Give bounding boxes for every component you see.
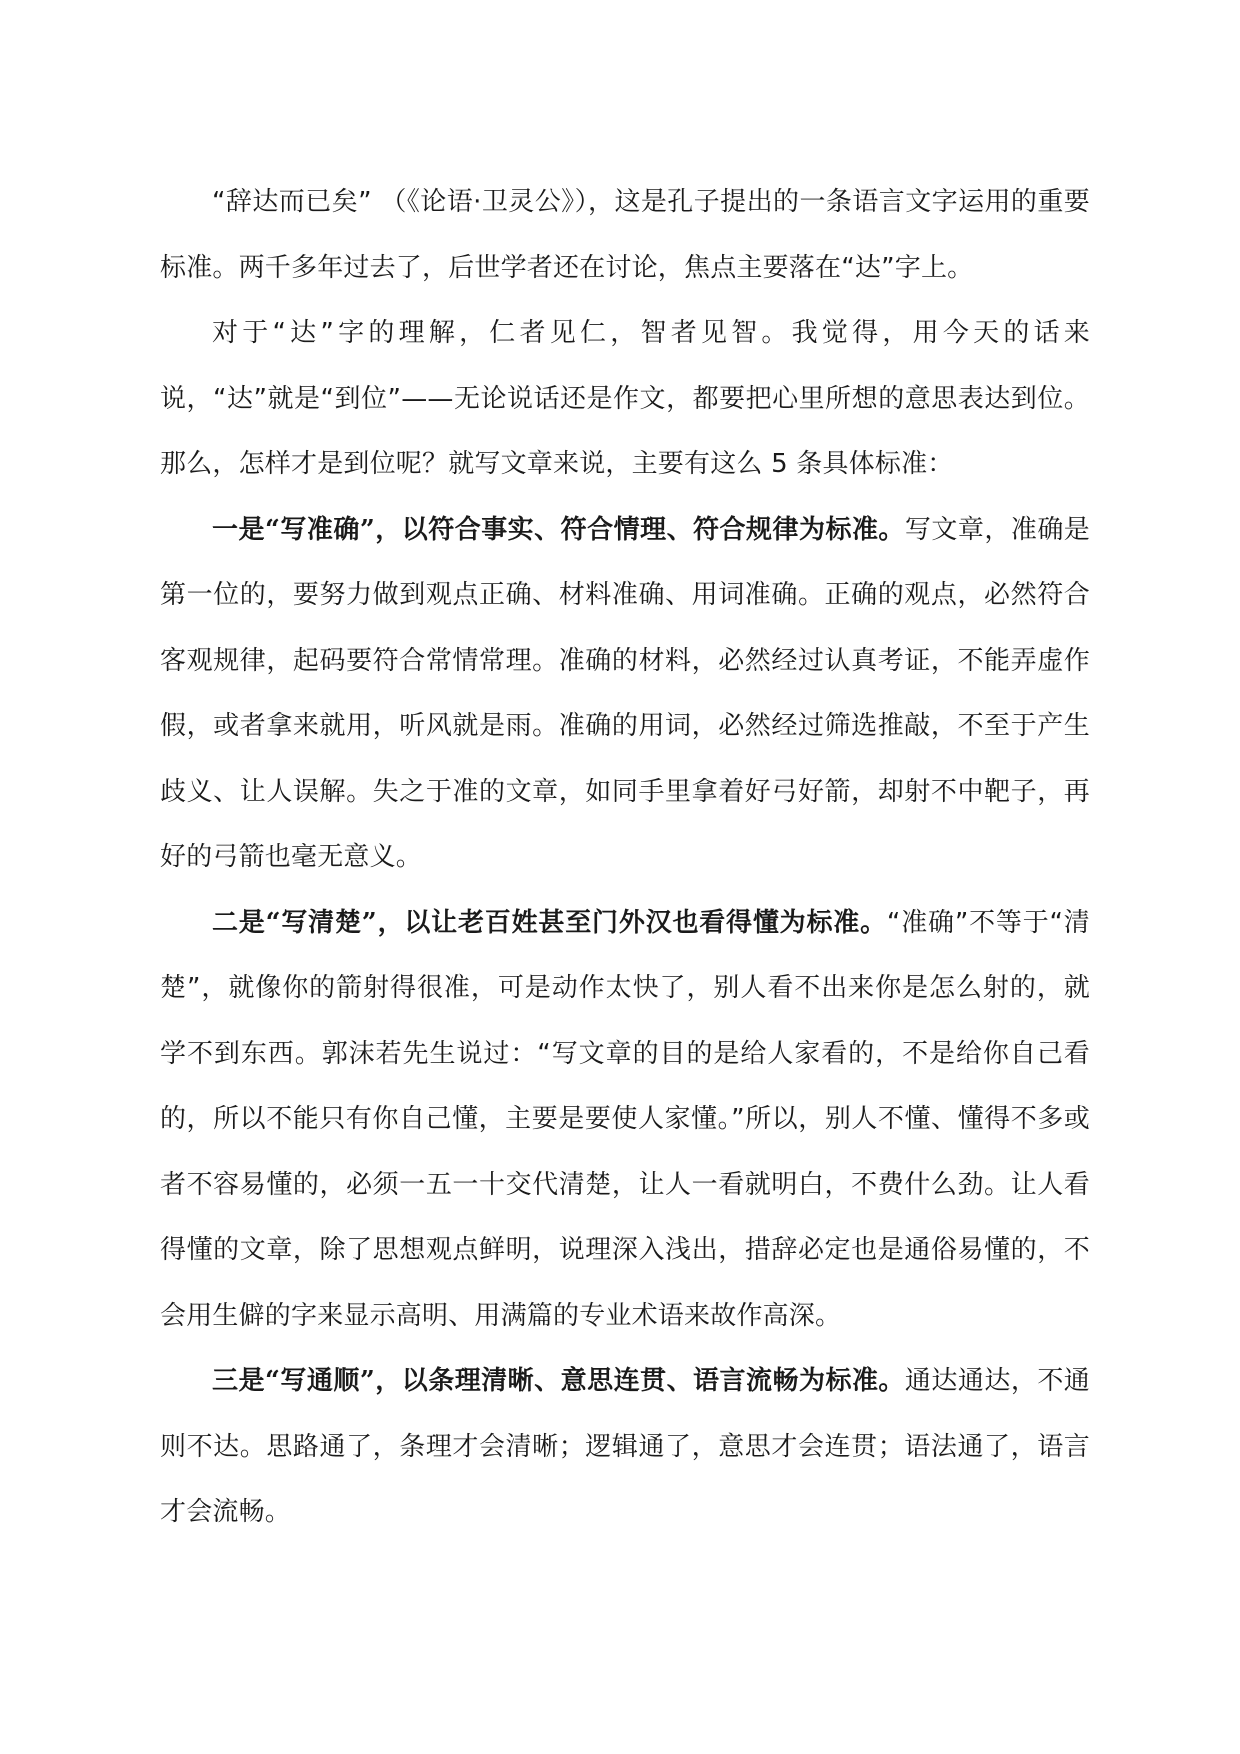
paragraph-intro [160, 170, 1090, 301]
paragraph-fluency [160, 1349, 1090, 1546]
paragraph-text: “辞达而已矣” （《论语·卫灵公》），这是孔子提出的一条语言文字运用的重要标准。两千多年过去了，后世学者还在讨论，焦点主要落在“达”字上。 [160, 187, 1090, 283]
paragraph-text: “准确”不等于“清楚”，就像你的箭射得很准，可是动作太快了，别人看不出来你是怎么射的，就学不到东西。郭沫若先生说过：“写文章的目的是给人家看的，不是给你自己看的，所以不能只有你自己懂，主要是要使人家懂。”所以，别人不懂、懂得不多或者不容易懂的，必须一五一十交代清楚，让人一看就明白，不费什么劲。让人看得懂的文章，除了思想观点鲜明，说理深入浅出，措辞必定也是通俗易懂的，不会用生僻的字来显示高明、用满篇的专业术语来故作高深。 [160, 907, 1090, 1331]
paragraph-clarity [160, 891, 1090, 1350]
paragraph-definition [160, 301, 1090, 498]
paragraph-accuracy [160, 498, 1090, 891]
paragraph-text: 对于“达”字的理解，仁者见仁，智者见智。我觉得，用今天的话来说，“达”就是“到位”——无论说话还是作文，都要把心里所想的意思表达到位。那么，怎样才是到位呢？就写文章来说，主要有这么 5 条具体标准： [160, 318, 1090, 479]
document-body [160, 170, 1090, 1546]
paragraph-text: 通达通达，不通则不达。思路通了，条理才会清晰；逻辑通了，意思才会连贯；语法通了，语言才会流畅。 [160, 1366, 1090, 1527]
paragraph-lead: 一是“写准确”，以符合事实、符合情理、符合规律为标准。 [212, 514, 905, 545]
paragraph-lead: 二是“写清楚”，以让老百姓甚至门外汉也看得懂为标准。 [212, 907, 887, 938]
paragraph-lead: 三是“写通顺”，以条理清晰、意思连贯、语言流畅为标准。 [212, 1366, 905, 1396]
paragraph-text: 写文章，准确是第一位的，要努力做到观点正确、材料准确、用词准确。正确的观点，必然符合客观规律，起码要符合常情常理。准确的材料，必然经过认真考证，不能弄虚作假，或者拿来就用，听风就是雨。准确的用词，必然经过筛选推敲，不至于产生歧义、让人误解。失之于准的文章，如同手里拿着好弓好箭，却射不中靶子，再好的弓箭也毫无意义。 [160, 514, 1090, 872]
